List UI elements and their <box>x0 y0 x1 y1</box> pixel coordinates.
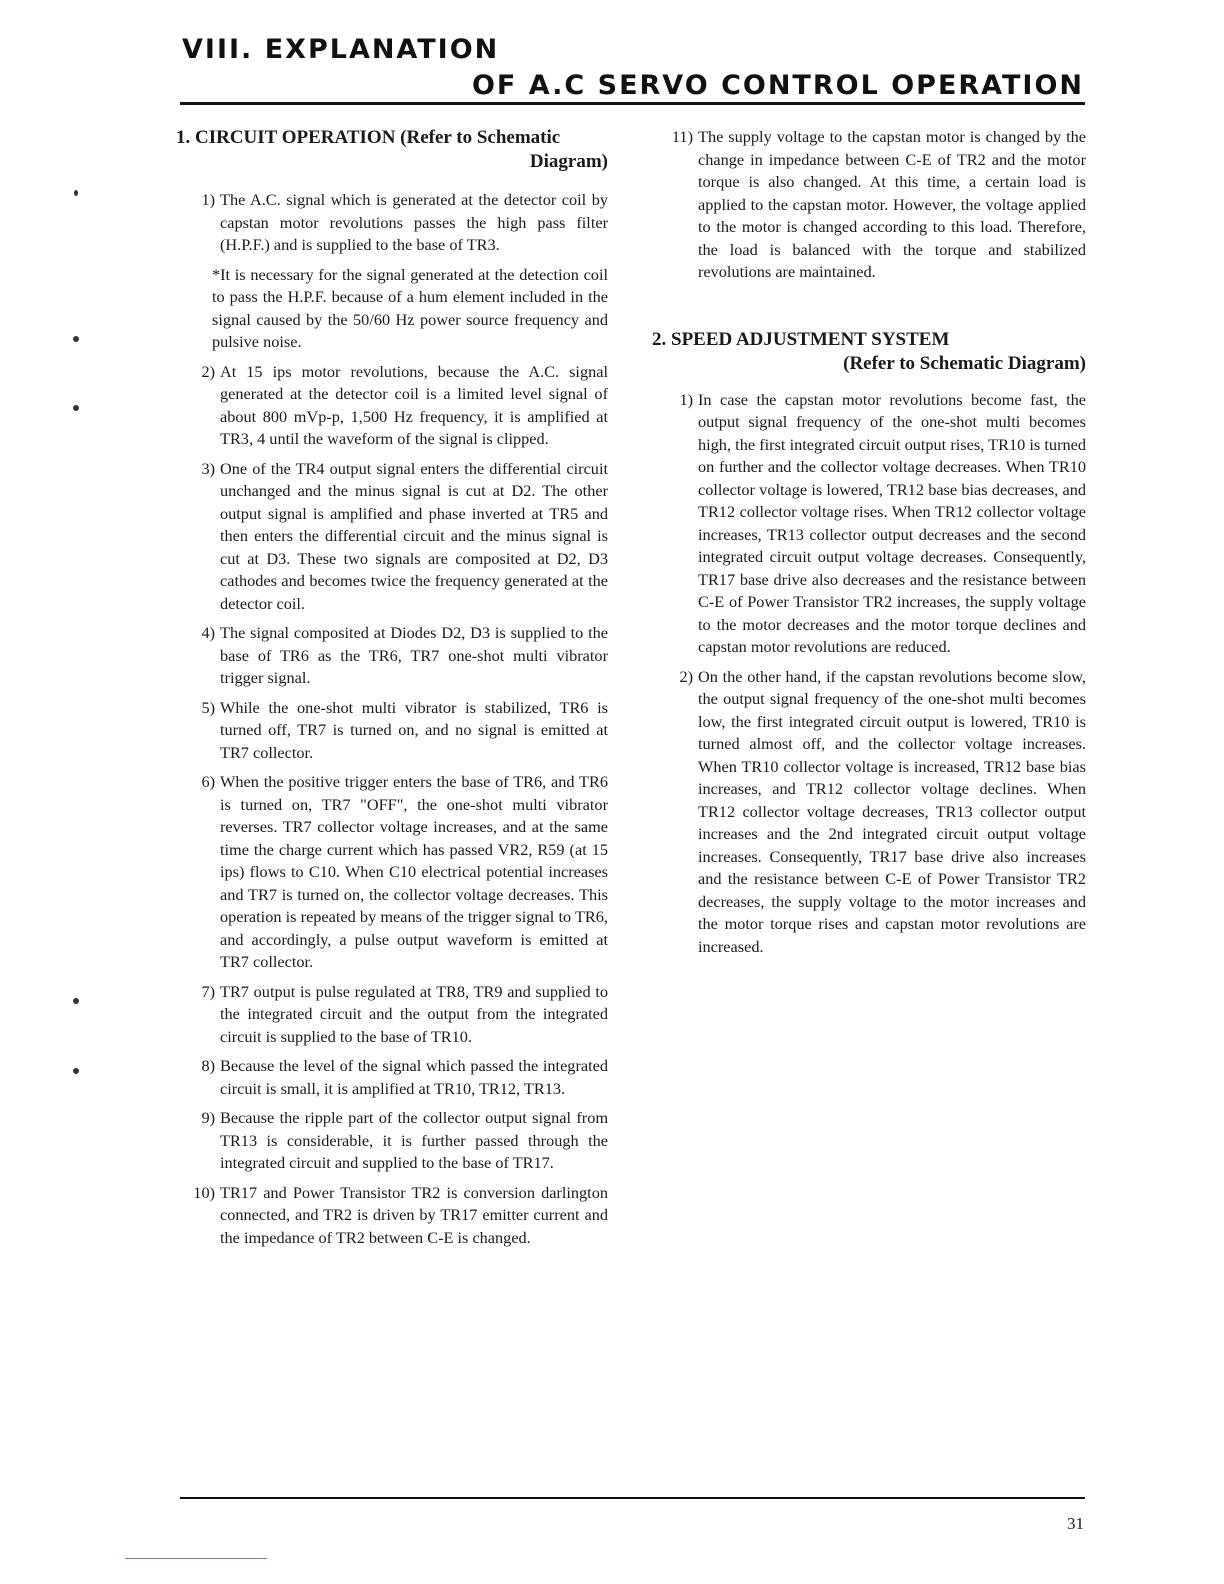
list-item <box>176 622 608 690</box>
binder-hole-mark <box>73 1068 79 1074</box>
item-number: 7) <box>201 981 215 1001</box>
item-number: 11) <box>671 127 693 146</box>
list-item <box>176 771 608 974</box>
item-text: One of the TR4 output signal enters the differential circuit unchanged and the minus signal is cut at D2. The other output signal is amplified and phase inverted at TR5 and then enters the differential circuit and the minus signal is cut at D3. These two signals are composited at D2, D3 cathodes and becomes twice the frequency generated at the detector coil. <box>220 458 608 613</box>
list-item <box>176 1182 608 1250</box>
chapter-title-line1: VIII. EXPLANATION <box>182 34 500 65</box>
item-number: 4) <box>201 623 215 642</box>
section1-heading <box>176 126 608 174</box>
item-text: The signal composited at Diodes D2, D3 is supplied to the base of TR6 as the TR6, TR7 one-shot multi vibrator trigger signal. <box>220 623 608 687</box>
item-number: 5) <box>201 697 215 717</box>
list-item <box>176 981 608 1049</box>
list-item <box>176 361 608 451</box>
list-item <box>176 1107 608 1175</box>
item-text: When the positive trigger enters the base of TR6, and TR6 is turned on, TR7 "OFF", the one-shot multi vibrator reverses. TR7 collector voltage increases, and at the same time the charge current which has passed VR2, R59 (at 15 ips) flows to C10. When C10 electrical potential increases and TR7 is turned on, the collector voltage decreases. This operation is repeated by means of the trigger signal to TR6, and accordingly, a pulse output waveform is emitted at TR7 collector. <box>220 772 608 971</box>
margin-mark <box>74 190 78 196</box>
link-underline <box>125 1558 267 1559</box>
binder-hole-mark <box>73 336 79 342</box>
item-number: 1) <box>201 190 215 209</box>
list-item <box>652 666 1086 959</box>
list-item <box>652 389 1086 659</box>
item-text: Because the level of the signal which passed the integrated circuit is small, it is amplified at TR10, TR12, TR13. <box>220 1056 608 1098</box>
page-number: 31 <box>1067 1514 1084 1533</box>
section1-heading-line2: Diagram) <box>529 151 608 172</box>
list-item <box>176 189 608 257</box>
item-number: 10) <box>193 1182 215 1202</box>
chapter-title-line2: OF A.C SERVO CONTROL OPERATION <box>471 70 1084 101</box>
section2-heading-line1: 2. SPEED ADJUSTMENT SYSTEM <box>652 328 950 350</box>
item-text: While the one-shot multi vibrator is stabilized, TR6 is turned off, TR7 is turned on, and no signal is emitted at TR7 collector. <box>220 697 608 762</box>
item-text: The supply voltage to the capstan motor is changed by the change in impedance between C-E of TR2 and the motor torque is also changed. At this time, a certain load is applied to the capstan motor. However, the voltage applied to the motor is changed according to this load. Therefore, the load is balanced with the torque and stabilized revolutions are maintained. <box>698 127 1086 281</box>
list-item <box>652 126 1086 284</box>
binder-hole-mark <box>73 998 79 1004</box>
item-number: 9) <box>201 1108 215 1127</box>
item-number: 3) <box>201 458 215 478</box>
footer-rule <box>180 1497 1085 1499</box>
item-text: In case the capstan motor revolutions become fast, the output signal frequency of the one-shot multi becomes high, the first integrated circuit output rises, TR10 is turned on further and the collector voltage decreases. When TR10 collector voltage is lowered, TR12 base bias decreases, and TR12 collector voltage rises. When TR12 collector voltage increases, TR13 collector output decreases and the second integrated circuit output voltage decreases. Consequently, TR17 base drive also decreases and the resistance between C-E of Power Transistor TR2 increases, the supply voltage to the motor decreases and the motor torque declines and capstan motor revolutions are reduced. <box>698 389 1086 656</box>
item-number: 8) <box>201 1056 215 1075</box>
title-rule <box>180 102 1085 105</box>
item-number: 1) <box>679 389 693 409</box>
item-number: 2) <box>679 666 693 686</box>
right-column <box>652 126 1086 965</box>
list-item <box>176 1055 608 1100</box>
list-item <box>176 458 608 616</box>
binder-hole-mark <box>73 405 79 411</box>
section1-heading-line1: 1. CIRCUIT OPERATION (Refer to Schematic <box>176 127 561 148</box>
item-number: 6) <box>201 772 215 791</box>
item-text: Because the ripple part of the collector output signal from TR13 is considerable, it is further passed through the integrated circuit and supplied to the base of TR17. <box>220 1108 608 1172</box>
item-text: The A.C. signal which is generated at the detector coil by capstan motor revolutions passes the high pass filter (H.P.F.) and is supplied to the base of TR3. <box>220 190 608 254</box>
list-item <box>176 697 608 765</box>
left-column <box>176 126 608 1256</box>
item-text: On the other hand, if the capstan revolutions become slow, the output signal frequency of the one-shot multi becomes low, the first integrated circuit output is lowered, TR10 is turned almost off, and the collector voltage increases. When TR10 collector voltage is increased, TR12 base bias increases, and TR12 collector voltage declines. When TR12 collector voltage decreases, TR13 collector output increases and the 2nd integrated circuit output voltage increases. Consequently, TR17 base drive also increases and the resistance between C-E of Power Transistor TR2 decreases, the supply voltage to the motor increases and the motor torque rises and capstan motor revolutions are increased. <box>698 666 1086 956</box>
item-number: 2) <box>201 361 215 381</box>
section2-heading-line2: (Refer to Schematic Diagram) <box>843 352 1086 374</box>
item-text: TR7 output is pulse regulated at TR8, TR9 and supplied to the integrated circuit and the output from the integrated circuit is supplied to the base of TR10. <box>220 981 608 1046</box>
item-text: At 15 ips motor revolutions, because the A.C. signal generated at the detector coil is a limited level signal of about 800 mVp-p, 1,500 Hz frequency, it is amplified at TR3, 4 until the waveform of the signal is clipped. <box>220 361 608 448</box>
hpf-note: *It is necessary for the signal generated at the detection coil to pass the H.P.F. because of a hum element included in the signal caused by the 50/60 Hz power source frequency and pulsive noise. <box>212 264 608 351</box>
section2-heading <box>652 328 1086 376</box>
item-text: TR17 and Power Transistor TR2 is conversion darlington connected, and TR2 is driven by TR17 emitter current and the impedance of TR2 between C-E is changed. <box>220 1182 608 1247</box>
